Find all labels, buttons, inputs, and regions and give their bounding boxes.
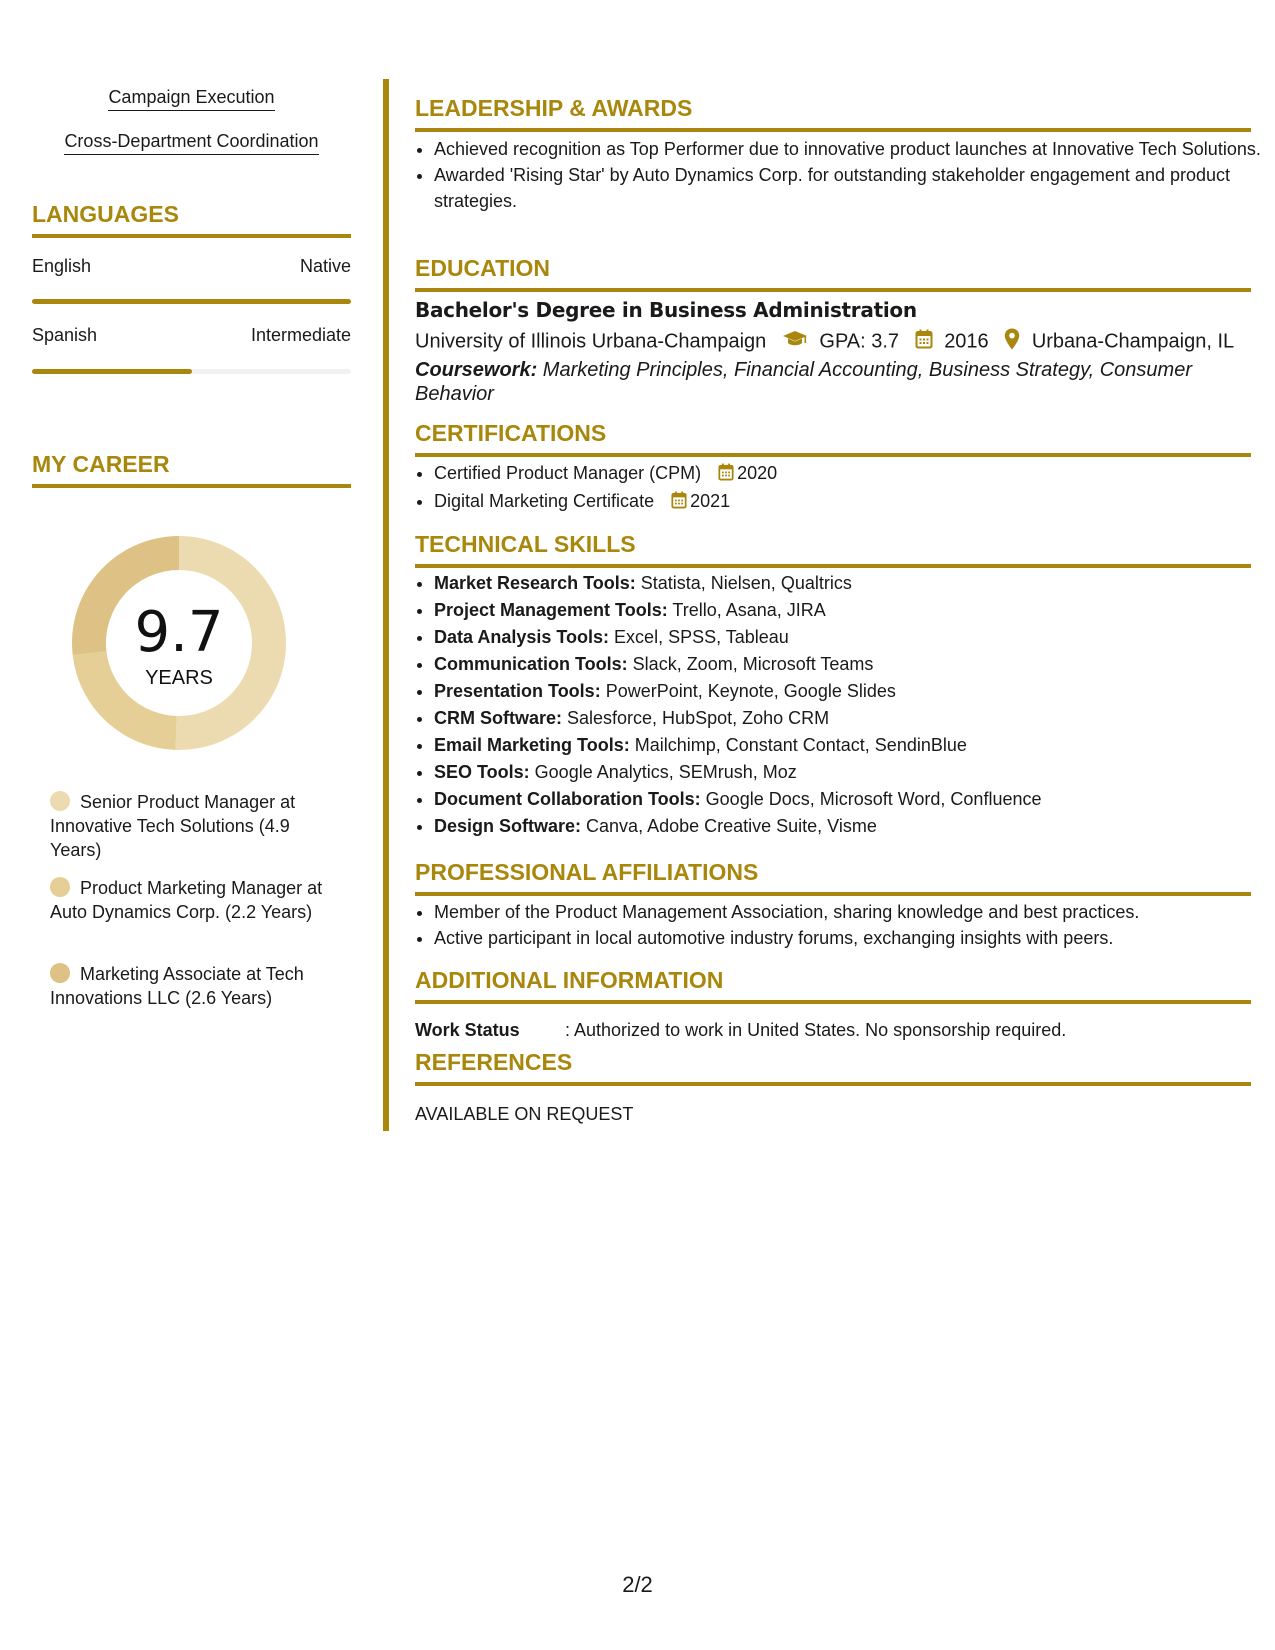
graduation-year: 2016 (944, 330, 989, 353)
gpa: GPA: 3.7 (819, 330, 900, 353)
list-item: • Document Collaboration Tools: Google Docs, Microsoft Word, Confluence (434, 786, 1270, 813)
list-item: • Design Software: Canva, Adobe Creative Suite, Visme (434, 813, 1270, 840)
career-legend-item: Marketing Associate at Tech Innovations LLC (2.6 Years) (50, 964, 304, 1008)
language-bar-fill (32, 369, 192, 374)
skill-tag: Campaign Execution (32, 87, 351, 108)
skill-tag: Cross-Department Coordination (32, 131, 351, 152)
career-donut-chart (66, 530, 292, 756)
list-item: • Active participant in local automotive industry forums, exchanging insights with peers. (434, 925, 1270, 951)
leadership-heading: LEADERSHIP & AWARDS (415, 95, 1251, 132)
list-item: • Certified Product Manager (CPM) 2020 (434, 460, 1270, 488)
career-total-years: 9.7 (134, 600, 224, 665)
language-level: Native (299, 256, 351, 276)
list-item: • Market Research Tools: Statista, Nielsen, Qualtrics (434, 570, 1270, 597)
career-years-label: YEARS (145, 667, 213, 689)
list-item: • SEO Tools: Google Analytics, SEMrush, Moz (434, 759, 1270, 786)
graduation-cap-icon (782, 330, 808, 354)
additional-info-heading: ADDITIONAL INFORMATION (415, 967, 1251, 1004)
list-item: • Presentation Tools: PowerPoint, Keynote, Google Slides (434, 678, 1270, 705)
list-item: • CRM Software: Salesforce, HubSpot, Zoho CRM (434, 705, 1270, 732)
language-level: Intermediate (250, 325, 351, 345)
coursework-label: Coursework: (415, 359, 538, 381)
list-item: • Digital Marketing Certificate 2021 (434, 488, 1270, 516)
career-legend-item: Product Marketing Manager at Auto Dynamics Corp. (2.2 Years) (50, 878, 323, 922)
legend-dot (50, 791, 70, 811)
column-divider (383, 79, 389, 1131)
certifications-list (415, 460, 1270, 516)
language-bar (32, 299, 351, 304)
list-item: • Achieved recognition as Top Performer due to innovative product launches at Innovative Tech Solutions. (434, 136, 1270, 162)
list-item: • Member of the Product Management Association, sharing knowledge and best practices. (434, 899, 1270, 925)
education-heading: EDUCATION (415, 255, 1251, 292)
language-bar (32, 369, 351, 374)
list-item: • Data Analysis Tools: Excel, SPSS, Tableau (434, 624, 1270, 651)
list-item: • Communication Tools: Slack, Zoom, Microsoft Teams (434, 651, 1270, 678)
list-item: • Awarded 'Rising Star' by Auto Dynamics Corp. for outstanding stakeholder engagement and product strategies. (434, 162, 1270, 214)
cert-year: 2020 (737, 463, 778, 483)
work-status-row (415, 1020, 1066, 1041)
certifications-heading: CERTIFICATIONS (415, 420, 1251, 457)
legend-dot (50, 963, 70, 983)
career-legend-item: Senior Product Manager at Innovative Tech Solutions (4.9 Years) (50, 792, 296, 860)
language-name: English (32, 256, 92, 276)
legend-dot (50, 877, 70, 897)
education-details (415, 328, 1234, 356)
coursework: Coursework: Marketing Principles, Financial Accounting, Business Strategy, Consumer Behavior (415, 359, 1192, 405)
list-item: • Email Marketing Tools: Mailchimp, Constant Contact, SendinBlue (434, 732, 1270, 759)
technical-skills-list (415, 570, 1270, 840)
school-location: Urbana-Champaign, IL (1031, 330, 1235, 353)
work-status-label: Work Status (415, 1020, 520, 1040)
technical-skills-heading: TECHNICAL SKILLS (415, 531, 1251, 568)
references-value: AVAILABLE ON REQUEST (415, 1104, 634, 1124)
list-item: • Project Management Tools: Trello, Asana, JIRA (434, 597, 1270, 624)
languages-heading: LANGUAGES (32, 201, 351, 238)
calendar-icon (915, 329, 933, 355)
leadership-list (415, 136, 1270, 214)
references-heading: REFERENCES (415, 1049, 1251, 1086)
cert-year: 2021 (690, 491, 731, 511)
career-heading: MY CAREER (32, 451, 351, 488)
location-pin-icon (1004, 328, 1020, 356)
school-name: University of Illinois Urbana-Champaign (415, 330, 767, 353)
language-name: Spanish (32, 325, 98, 345)
calendar-icon (718, 462, 734, 488)
page-number: 2/2 (622, 1572, 653, 1597)
calendar-icon (671, 490, 687, 516)
affiliations-heading: PROFESSIONAL AFFILIATIONS (415, 859, 1251, 896)
language-bar-fill (32, 299, 351, 304)
degree-title: Bachelor's Degree in Business Administration (415, 298, 917, 322)
affiliations-list (415, 899, 1270, 951)
work-status-value: : Authorized to work in United States. No sponsorship required. (565, 1020, 1067, 1040)
